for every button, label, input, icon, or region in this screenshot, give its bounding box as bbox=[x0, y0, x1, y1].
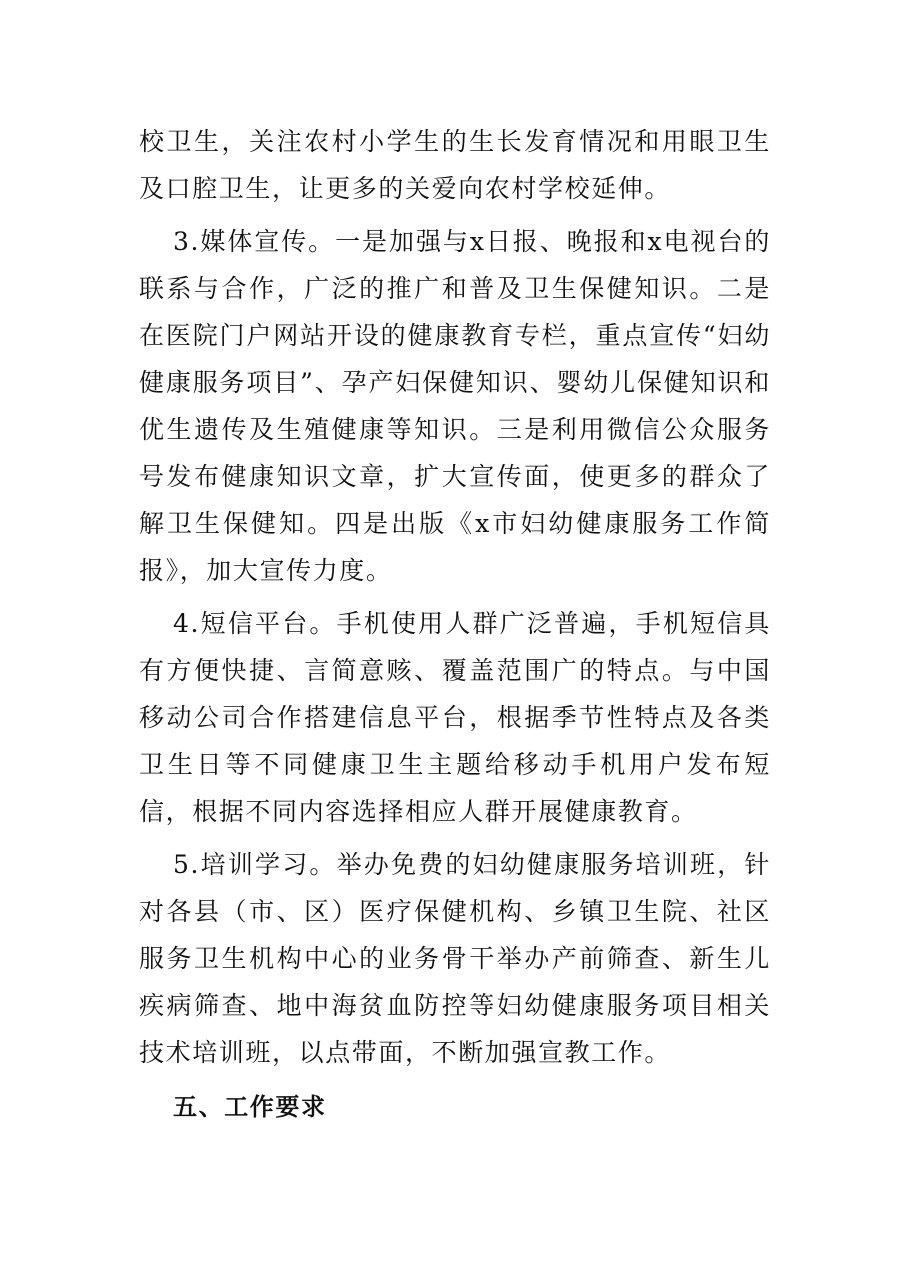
paragraph-continuation: 校卫生，关注农村小学生的生长发育情况和用眼卫生及口腔卫生，让更多的关爱向农村学校延伸。 bbox=[139, 127, 771, 203]
document-body bbox=[139, 118, 771, 1131]
section-heading-work-requirements: 五、工作要求 bbox=[173, 1093, 327, 1121]
paragraph-sms-platform: 4.短信平台。手机使用人群广泛普遍，手机短信具有方便快捷、言简意赅、覆盖范围广的特点。与中国移动公司合作搭建信息平台，根据季节性特点及各类卫生日等不同健康卫生主题给移动手机用户发布短信，根据不同内容选择相应人群开展健康教育。 bbox=[139, 609, 771, 826]
paragraph-media-promotion: 3.媒体宣传。一是加强与x日报、晚报和x电视台的联系与合作，广泛的推广和普及卫生保健知识。二是在医院门户网站开设的健康教育专栏，重点宣传“妇幼健康服务项目”、孕产妇保健知识、婴幼儿保健知识和优生遗传及生殖健康等知识。三是利用微信公众服务号发布健康知识文章，扩大宣传面，使更多的群众了解卫生保健知。四是出版《x市妇幼健康服务工作简报》，加大宣传力度。 bbox=[139, 227, 771, 585]
paragraph-training: 5.培训学习。举办免费的妇幼健康服务培训班，针对各县（市、区）医疗保健机构、乡镇卫生院、社区服务卫生机构中心的业务骨干举办产前筛查、新生儿疾病筛查、地中海贫血防控等妇幼健康服务项目相关技术培训班，以点带面，不断加强宣教工作。 bbox=[139, 850, 771, 1067]
